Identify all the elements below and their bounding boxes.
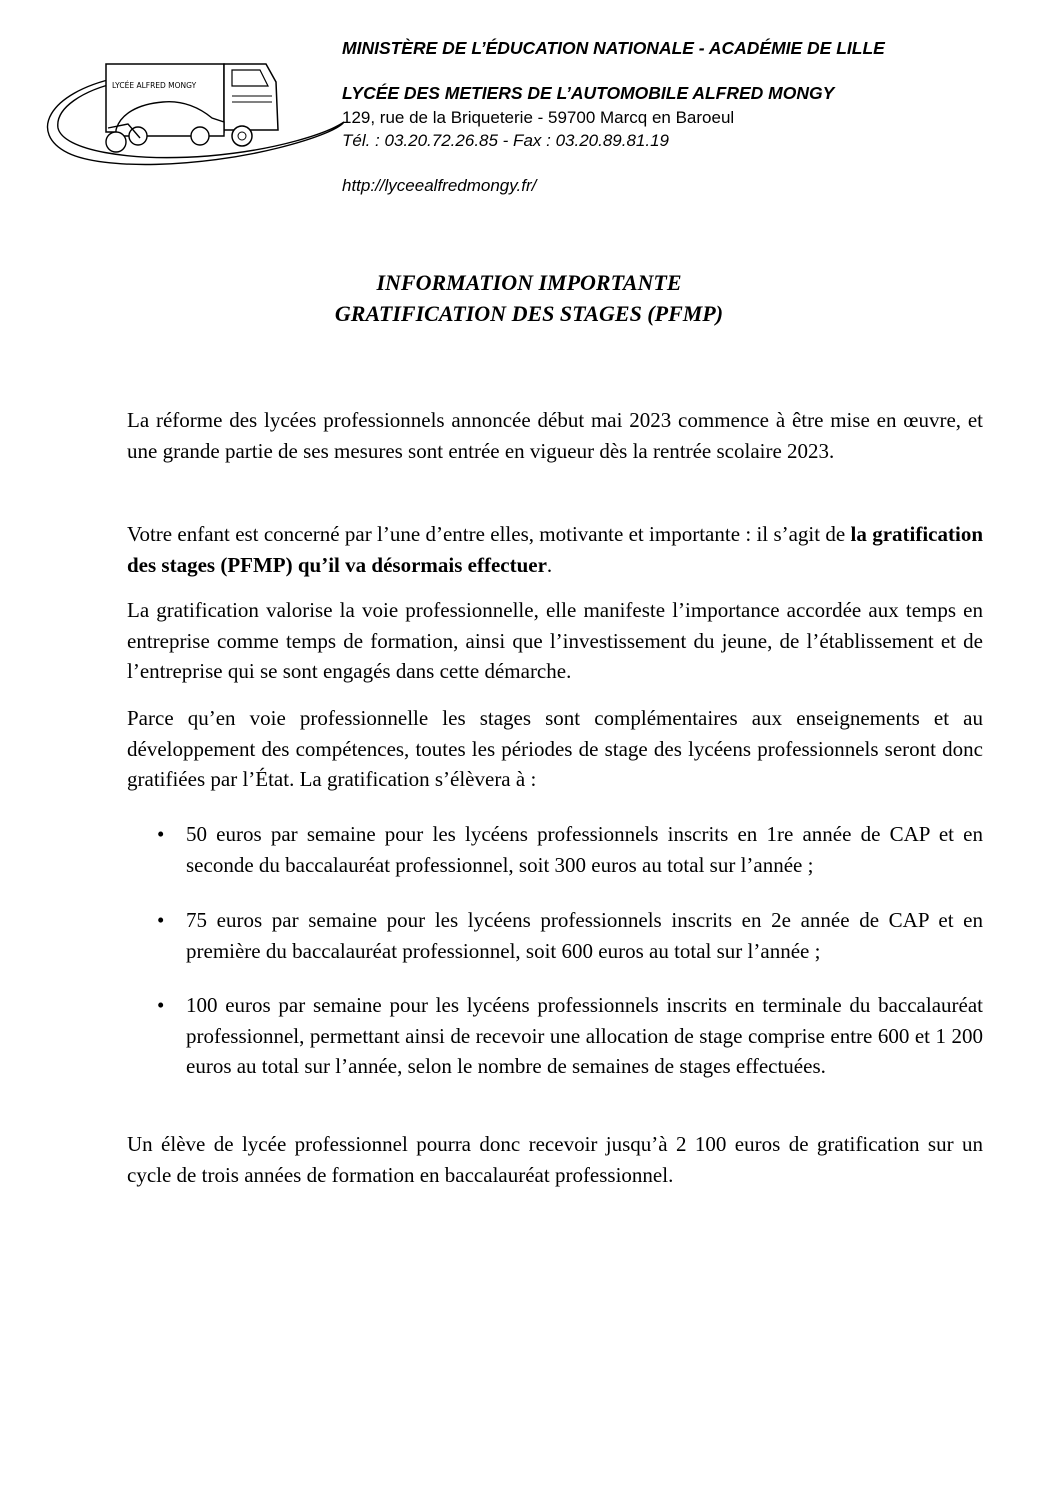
- paragraph-concerned-start: Votre enfant est concerné par l’une d’entre elles, motivante et importante : il s’agit de: [127, 522, 851, 546]
- bullet-icon: •: [157, 908, 165, 932]
- ministry-name: MINISTÈRE DE L’ÉDUCATION NATIONALE - ACADÉMIE DE LILLE: [342, 38, 885, 58]
- school-website[interactable]: http://lyceealfredmongy.fr/: [342, 176, 537, 195]
- document-title-line2: GRATIFICATION DES STAGES (PFMP): [334, 301, 724, 326]
- paragraph-value: La gratification valorise la voie professionnelle, elle manifeste l’importance accordée aux temps en entreprise comme temps de formation, ainsi que l’investissement du jeune, de l’établissement et de l’entreprise qui se sont engagés dans cette démarche.: [127, 598, 983, 683]
- paragraph-concerned-end: .: [546, 552, 553, 577]
- list-item: • 50 euros par semaine pour les lycéens professionnels inscrits en 1re année de CAP et en seconde du baccalauréat professionnel, soit 300 euros au total sur l’année ;: [186, 819, 983, 880]
- paragraph-concerned-bold: la gratification des stages (PFMP) qu’il va désormais effectuer: [127, 522, 983, 577]
- paragraph-state: Parce qu’en voie professionnelle les stages sont complémentaires aux enseignements et au développement des compétences, toutes les périodes de stage des lycéens professionnels seront donc gratifiées par l’État. La gratification s’élèvera à :: [127, 706, 983, 791]
- paragraph-reform: La réforme des lycées professionnels annoncée début mai 2023 commence à être mise en œuvre, et une grande partie de ses mesures sont entrée en vigueur dès la rentrée scolaire 2023.: [127, 408, 983, 463]
- bullet-icon: •: [157, 993, 165, 1017]
- list-item: • 100 euros par semaine pour les lycéens professionnels inscrits en terminale du baccalauréat professionnel, permettant ainsi de recevoir une allocation de stage comprise entre 600 et 1 200 euros au total sur l’année, selon le nombre de semaines de stages effectuées.: [186, 990, 983, 1082]
- school-logo: [28, 38, 344, 168]
- school-name: LYCÉE DES METIERS DE L’AUTOMOBILE ALFRED MONGY: [342, 83, 835, 103]
- bullet-icon: •: [157, 822, 165, 846]
- logo-truck-text: LYCÉE ALFRED MONGY: [112, 81, 197, 90]
- list-item: • 75 euros par semaine pour les lycéens professionnels inscrits en 2e année de CAP et en première du baccalauréat professionnel, soit 600 euros au total sur l’année ;: [186, 905, 983, 966]
- school-address: 129, rue de la Briqueterie - 59700 Marcq en Baroeul: [342, 108, 735, 127]
- paragraph-concerned: [127, 519, 983, 580]
- school-phone: Tél. : 03.20.72.26.85 - Fax : 03.20.89.81.19: [342, 131, 670, 150]
- document-title-line1: INFORMATION IMPORTANTE: [376, 270, 682, 295]
- paragraph-total: Un élève de lycée professionnel pourra donc recevoir jusqu’à 2 100 euros de gratification sur un cycle de trois années de formation en baccalauréat professionnel.: [127, 1132, 983, 1187]
